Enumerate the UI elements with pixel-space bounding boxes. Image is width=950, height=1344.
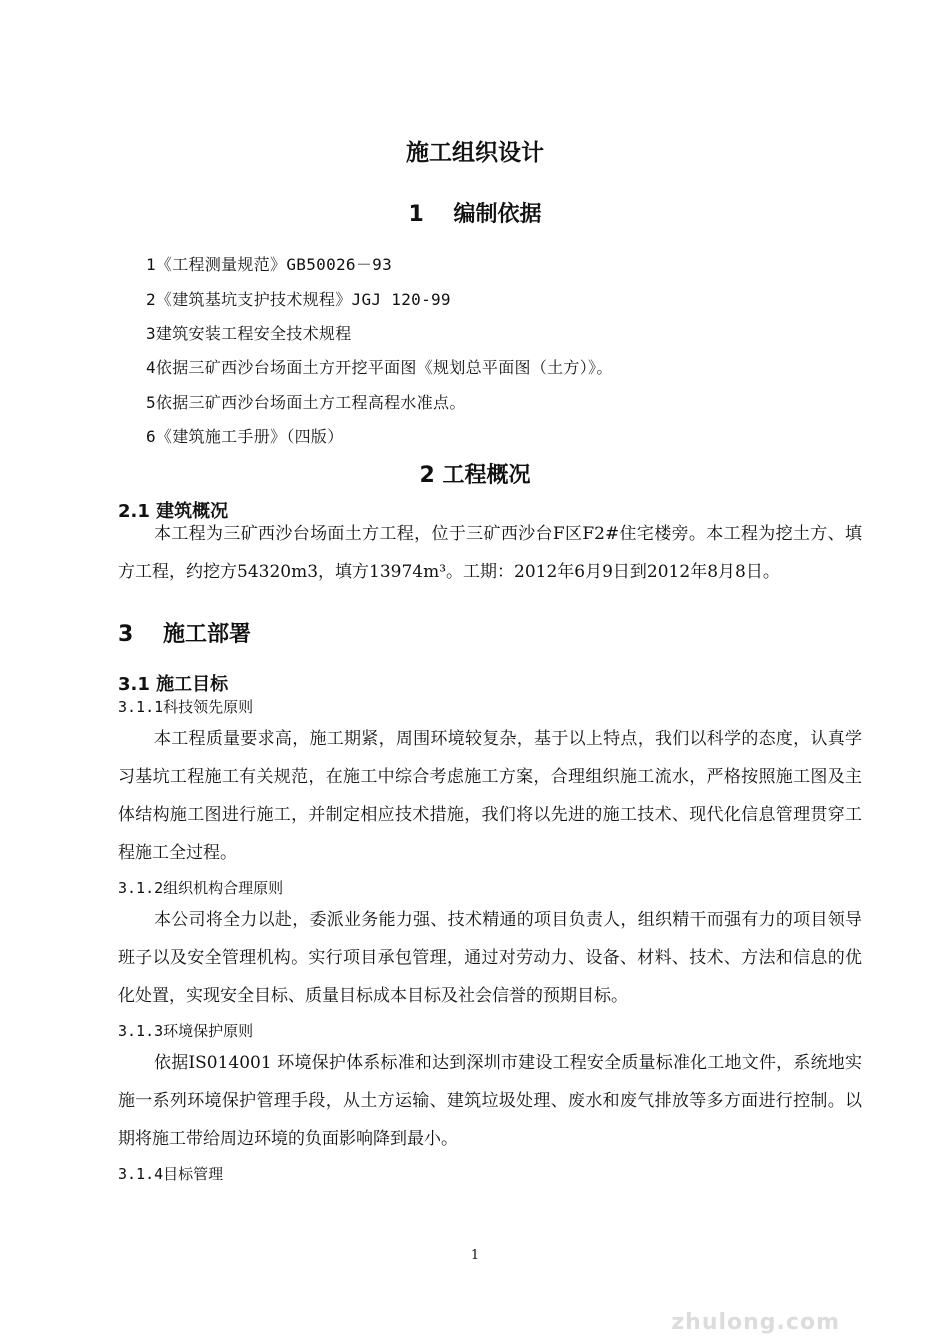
watermark: zhulong.com [671,1310,840,1335]
section-3-1-4-heading: 3.1.4目标管理 [118,1165,224,1183]
basis-item-4: 4依据三矿西沙台场面土方开挖平面图《规划总平面图（土方）》。 [146,358,613,377]
basis-item-3: 3建筑安装工程安全技术规程 [146,324,352,343]
section-2-1-paragraph: 本工程为三矿西沙台场面土方工程，位于三矿西沙台F区F2#住宅楼旁。本工程为挖土方、填方工程，约挖方54320m3，填方13974m³。工期：2012年6月9日到2012年8月8日。 [118,524,862,582]
basis-item-6: 6《建筑施工手册》（四版） [146,427,344,446]
basis-item-1: 1《工程测量规范》GB50026－93 [146,255,393,274]
section-1-heading: 1 编制依据 [408,202,542,227]
basis-item-2: 2《建筑基坑支护技术规程》JGJ 120-99 [146,290,451,309]
document-title: 施工组织设计 [406,140,544,166]
page-number: 1 [470,1248,480,1263]
section-3-1-3-paragraph: 依据IS014001 环境保护体系标准和达到深圳市建设工程安全质量标准化工地文件，系统地实施一系列环境保护管理手段，从土方运输、建筑垃圾处理、废水和废气排放等多方面进行控制。以期将施工带给周边环境的负面影响降到最小。 [118,1053,862,1149]
section-3-1-3-heading: 3.1.3环境保护原则 [118,1022,254,1040]
section-3-1-1-paragraph: 本工程质量要求高，施工期紧，周围环境较复杂，基于以上特点，我们以科学的态度，认真学习基坑工程施工有关规范，在施工中综合考虑施工方案，合理组织施工流水，严格按照施工图及主体结构施工图进行施工，并制定相应技术措施，我们将以先进的施工技术、现代化信息管理贯穿工程施工全过程。 [118,729,862,863]
section-2-heading: 2 工程概况 [419,463,531,488]
section-3-1-2-heading: 3.1.2组织机构合理原则 [118,879,284,897]
section-3-1-1-heading: 3.1.1科技领先原则 [118,698,254,716]
basis-item-5: 5依据三矿西沙台场面土方工程高程水准点。 [146,393,466,412]
section-3-heading: 3 施工部署 [118,622,251,647]
section-3-1-2-paragraph: 本公司将全力以赴，委派业务能力强、技术精通的项目负责人，组织精干而强有力的项目领导班子以及安全管理机构。实行项目承包管理，通过对劳动力、设备、材料、技术、方法和信息的优化处置，实现安全目标、质量目标成本目标及社会信誉的预期目标。 [118,910,862,1006]
section-3-1-heading: 3.1 施工目标 [118,674,229,695]
section-2-1-heading: 2.1 建筑概况 [118,501,229,522]
